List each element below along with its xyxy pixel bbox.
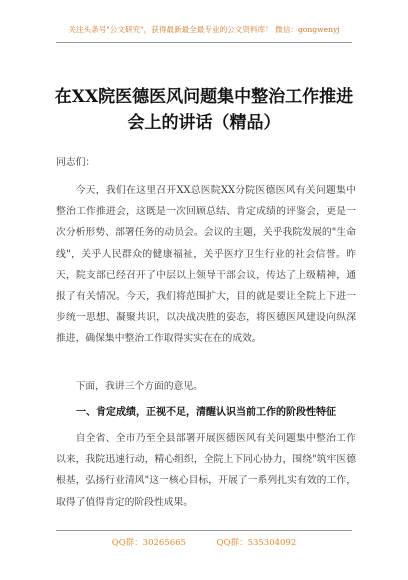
title-line-2: 会上的讲话（精品） [127,113,281,133]
paragraph-outline: 下面，我讲三个方面的意见。 [75,381,203,392]
paragraph-achievements: 自全省、全市乃至全县部署开展医德医风有关问题集中整治工作以来，我院迅速行动，精心组织，全院上下同心协力，围绕"筑牢医德根基，弘扬行业清风"这一核心目标，开展了一系列扎实有效的工作，取得了值得肯定的阶段性成果。 [56,433,356,508]
title-line-1: 在XX院医德医风问题集中整治工作推进 [54,87,354,107]
header-banner: 关注头条号"公文研究"，获得最新最全最专业的公文资料库！ 微信：gongwenyj [68,25,340,34]
document-title [40,84,368,136]
salutation: 同志们： [56,157,96,168]
footer-qq-group-2: QQ群：535304092 [216,538,297,548]
footer-qq-group-1: QQ群：30265665 [111,538,186,548]
footer [0,536,408,548]
footer-divider [56,530,352,531]
section-heading-1: 一、肯定成绩，正视不足，清醒认识当前工作的阶段性特征 [76,407,336,418]
header-divider [56,42,352,43]
paragraph-opening: 今天，我们在这里召开XX总医院XX分院医德医风有关问题集中整治工作推进会，这既是一次回顾总结、肯定成绩的评鉴会，更是一次分析形势、部署任务的动员会。会议的主题，关乎我院发展的"生命线"，关乎人民群众的健康福祉，关乎医疗卫生行业的社会信誉。昨天，院支部已经召开了中层以上领导干部会议，传达了上级精神，通报了有关情况。今天，我们将范围扩大，目的就是要让全院上下进一步统一思想、凝聚共识，以决战决胜的姿态，将医德医风建设向纵深推进，确保集中整治工作取得实实在在的成效。 [56,185,356,345]
